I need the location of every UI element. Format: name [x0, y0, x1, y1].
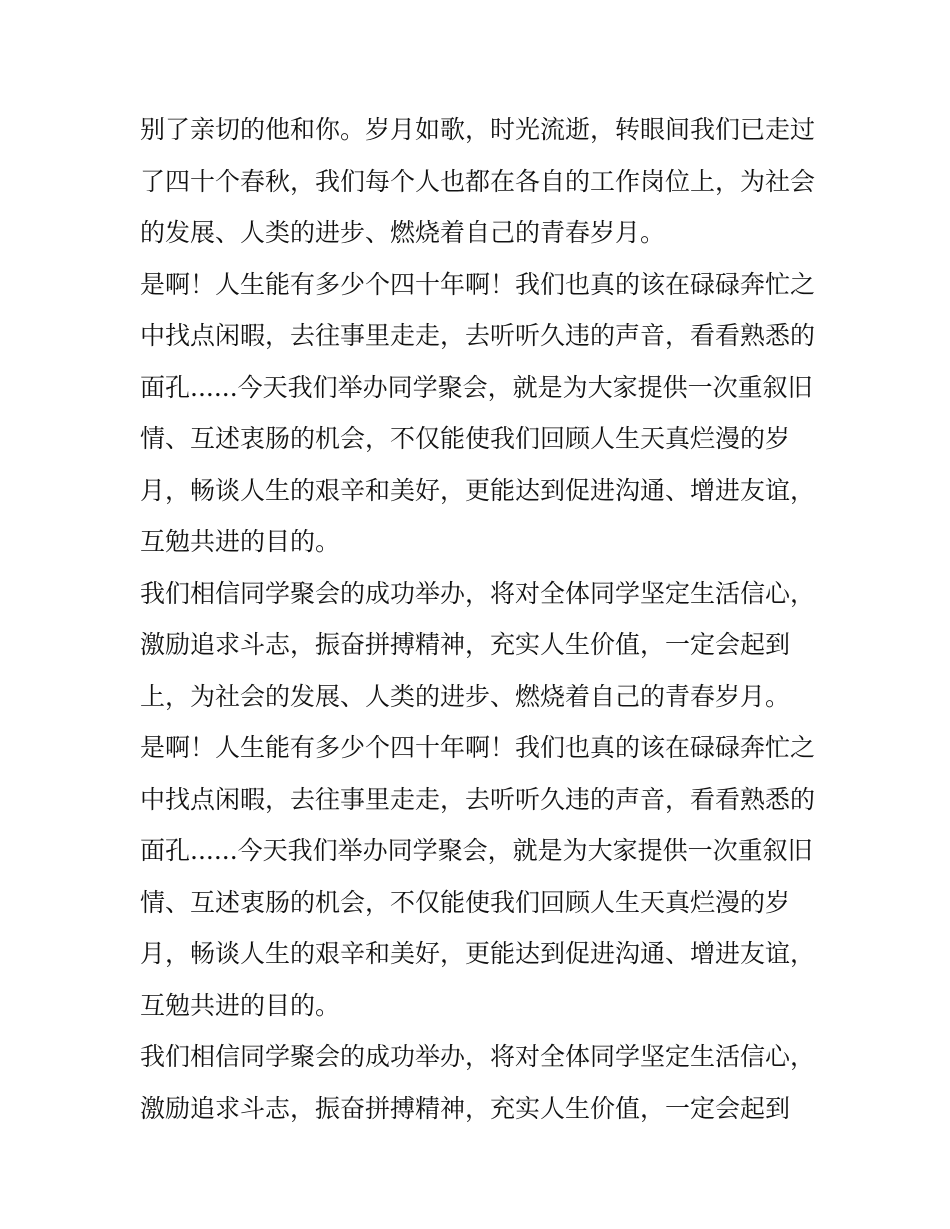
text-line-8: 月，畅谈人生的艰辛和美好，更能达到促进沟通、增进友谊，	[140, 475, 816, 505]
text-line-5: 中找点闲暇，去往事里走走，去听听久违的声音，看看熟悉的	[140, 321, 816, 350]
text-line-4: 是啊！人生能有多少个四十年啊！我们也真的该在碌碌奔忙之	[140, 269, 816, 299]
document-body	[140, 104, 820, 1134]
text-line-9: 互勉共进的目的。	[140, 527, 341, 556]
text-line-6: 面孔......今天我们举办同学聚会，就是为大家提供一次重叙旧	[140, 372, 813, 402]
text-line-2: 了四十个春秋，我们每个人也都在各自的工作岗位上，为社会	[140, 166, 816, 196]
text-line-15: 面孔......今天我们举办同学聚会，就是为大家提供一次重叙旧	[140, 836, 813, 865]
text-line-3: 的发展、人类的进步、燃烧着自己的青春岁月。	[140, 218, 666, 247]
text-line-11: 激励追求斗志，振奋拼搏精神，充实人生价值，一定会起到	[140, 630, 791, 659]
text-line-16: 情、互述衷肠的机会，不仅能使我们回顾人生天真烂漫的岁	[140, 887, 791, 917]
text-line-19: 我们相信同学聚会的成功举办，将对全体同学坚定生活信心，	[140, 1042, 816, 1071]
text-line-12: 上，为社会的发展、人类的进步、燃烧着自己的青春岁月。	[140, 681, 791, 711]
text-line-10: 我们相信同学聚会的成功举办，将对全体同学坚定生活信心，	[140, 578, 816, 608]
text-line-1: 别了亲切的他和你。岁月如歌，时光流逝，转眼间我们已走过	[140, 115, 816, 144]
text-line-17: 月，畅谈人生的艰辛和美好，更能达到促进沟通、增进友谊，	[140, 939, 816, 968]
text-line-20: 激励追求斗志，振奋拼搏精神，充实人生价值，一定会起到	[140, 1093, 791, 1123]
text-line-7: 情、互述衷肠的机会，不仅能使我们回顾人生天真烂漫的岁	[140, 424, 791, 453]
text-line-13: 是啊！人生能有多少个四十年啊！我们也真的该在碌碌奔忙之	[140, 733, 816, 762]
text-line-14: 中找点闲暇，去往事里走走，去听听久违的声音，看看熟悉的	[140, 784, 816, 814]
text-line-18: 互勉共进的目的。	[140, 990, 341, 1020]
